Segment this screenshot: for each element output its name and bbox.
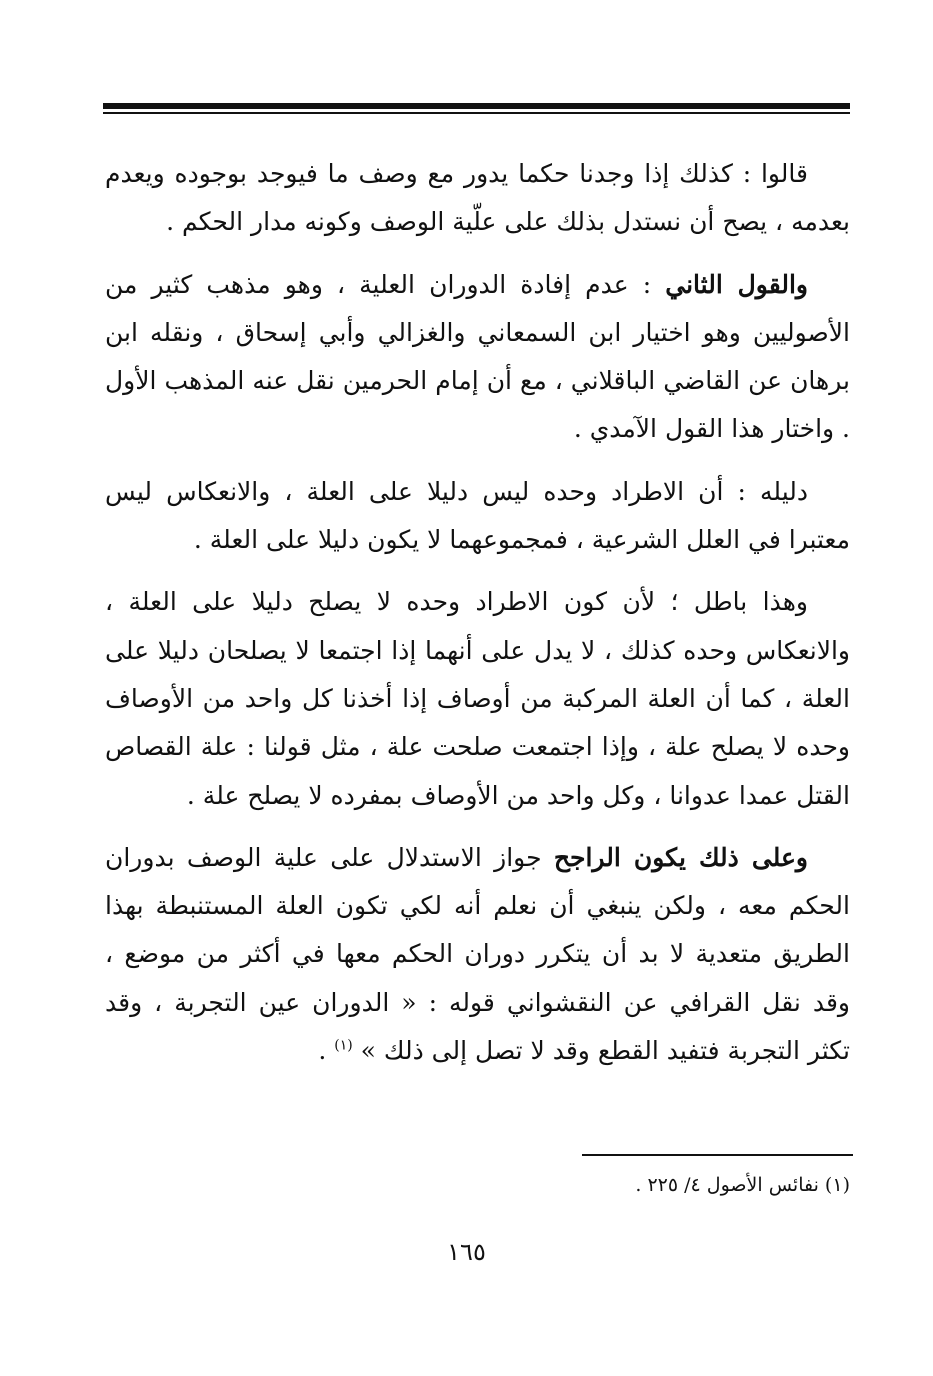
header-rule-thin bbox=[103, 112, 850, 114]
closing-period: . bbox=[318, 1036, 335, 1066]
footnote-separator bbox=[582, 1154, 853, 1156]
paragraph-3-text: دليله : أن الاطراد وحده ليس دليلا على العلة ، والانعكاس ليس معتبرا في العلل الشرعية ، فمجموعهما لا يكون دليلا على العلة . bbox=[105, 476, 850, 555]
paragraph-5-text: جواز الاستدلال على علية الوصف بدوران الحكم معه ، ولكن ينبغي أن نعلم أنه لكي تكون العلة المستنبطة بهذا الطريق متعدية لا بد أن يتكرر دوران الحكم معها في أكثر من موضع ، وقد نقل القرافي عن النقشواني قوله : « الدوران عين التجربة ، وقد تكثر التجربة فتفيد القطع وقد لا تصل إلى ذلك » bbox=[105, 842, 850, 1066]
paragraph-4-text: وهذا باطل ؛ لأن كون الاطراد وحده لا يصلح دليلا على العلة ، والانعكاس وحده كذلك ، لا يدل على أنهما إذا اجتمعا لا يصلحان دليلا على العلة ، كما أن العلة المركبة من أوصاف إذا أخذنا كل واحد من الأوصاف وحده لا يصلح علة ، وإذا اجتمعت صلحت علة ، مثل قولنا : علة القصاص القتل عمدا عدوانا ، وكل واحد من الأوصاف بمفرده لا يصلح علة . bbox=[105, 587, 850, 810]
page-number: ١٦٥ bbox=[447, 1238, 486, 1266]
paragraph-5-lead: وعلى ذلك يكون الراجح bbox=[553, 842, 808, 872]
footnote-reference: (١) bbox=[334, 1037, 353, 1054]
paragraph-2-text: : عدم إفادة الدوران العلية ، وهو مذهب كثير من الأصوليين وهو اختيار ابن السمعاني والغزالي وأبي إسحاق ، ونقله ابن برهان عن القاضي الباقلاني ، مع أن إمام الحرمين نقل عنه المذهب الأول . واختار هذا القول الآمدي . bbox=[105, 269, 850, 444]
paragraph-2 bbox=[105, 261, 850, 454]
paragraph-4 bbox=[105, 578, 850, 819]
header-rule-thick bbox=[103, 103, 850, 109]
paragraph-1-text: قالوا : كذلك إذا وجدنا حكما يدور مع وصف ما فيوجد بوجوده ويعدم بعدمه ، يصح أن نستدل بذلك على علّية الوصف وكونه مدار الحكم . bbox=[105, 159, 850, 237]
footnote: (١) نفائس الأصول ٤/ ٢٢٥ . bbox=[635, 1174, 850, 1196]
paragraph-5 bbox=[105, 834, 850, 1075]
body-text bbox=[105, 150, 850, 1089]
paragraph-2-lead: والقول الثاني bbox=[665, 269, 808, 299]
paragraph-1 bbox=[105, 150, 850, 247]
paragraph-3 bbox=[105, 468, 850, 565]
